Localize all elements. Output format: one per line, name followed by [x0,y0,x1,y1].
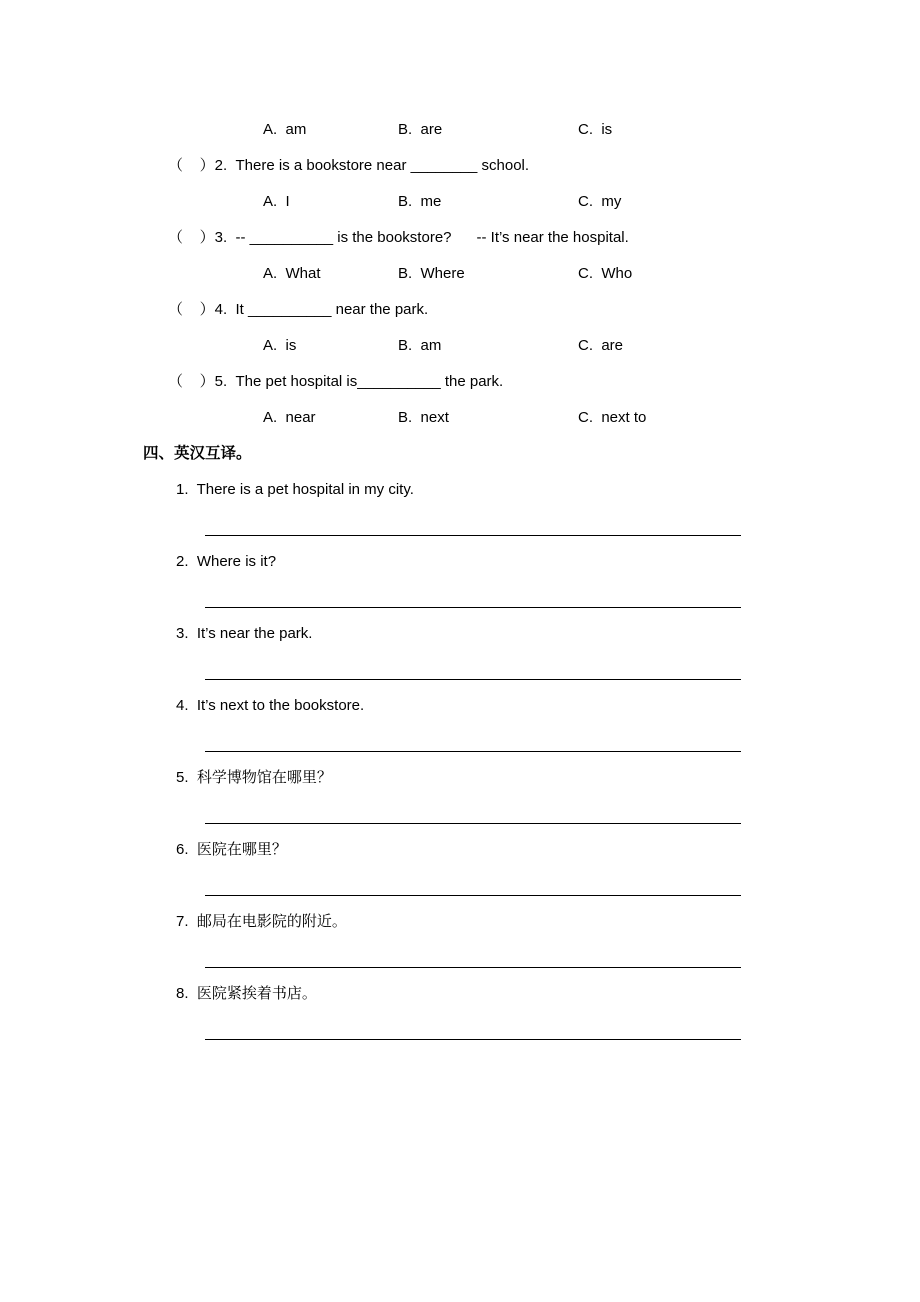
option-a: A. near [263,409,316,426]
answer-line [205,967,741,968]
translation-item [0,760,920,796]
answer-row [0,724,920,760]
translation-item-text: 2. Where is it? [176,553,277,570]
answer-row [0,580,920,616]
translation-item-text: 4. It’s next to the bookstore. [176,697,365,714]
answer-line [205,895,741,896]
translation-item-text: 7. 邮局在电影院的附近。 [176,913,347,930]
answer-line [205,1039,741,1040]
section-heading-text: 四、英汉互译。 [143,445,252,462]
translation-item-text: 3. It’s near the park. [176,625,313,642]
option-b: B. are [398,121,443,138]
option-a: A. I [263,193,290,210]
option-c: C. Who [578,265,633,282]
answer-row [0,652,920,688]
mc-question [0,148,920,184]
answer-line [205,535,741,536]
translation-item-text: 1. There is a pet hospital in my city. [176,481,414,498]
answer-row [0,940,920,976]
option-a: A. am [263,121,307,138]
translation-item-text: 5. 科学博物馆在哪里？ [176,769,332,786]
option-b: B. Where [398,265,465,282]
option-a: A. What [263,265,321,282]
mc-options-row [0,184,920,220]
answer-line [205,607,741,608]
answer-line [205,823,741,824]
option-c: C. my [578,193,622,210]
section-heading [0,436,920,472]
option-a: A. is [263,337,297,354]
option-c: C. next to [578,409,647,426]
option-b: B. next [398,409,449,426]
mc-options-row [0,400,920,436]
answer-line [205,679,741,680]
mc-question [0,220,920,256]
mc-options-row [0,112,920,148]
mc-question [0,364,920,400]
option-b: B. am [398,337,442,354]
translation-item [0,472,920,508]
option-c: C. is [578,121,613,138]
translation-item-text: 6. 医院在哪里？ [176,841,287,858]
mc-options-row [0,328,920,364]
translation-item [0,544,920,580]
mc-question-text: （ ）5. The pet hospital is__________ the park. [168,373,504,390]
translation-item-text: 8. 医院紧挨着书店。 [176,985,317,1002]
answer-row [0,868,920,904]
translation-item [0,976,920,1012]
answer-row [0,1012,920,1048]
answer-row [0,508,920,544]
mc-question-text: （ ）3. -- __________ is the bookstore? -- It’s near the hospital. [168,229,629,246]
mc-question [0,292,920,328]
option-c: C. are [578,337,624,354]
mc-question-text: （ ）2. There is a bookstore near ________ school. [168,157,530,174]
translation-item [0,832,920,868]
answer-row [0,796,920,832]
answer-line [205,751,741,752]
option-b: B. me [398,193,442,210]
translation-item [0,904,920,940]
translation-item [0,616,920,652]
translation-item [0,688,920,724]
mc-options-row [0,256,920,292]
mc-question-text: （ ）4. It __________ near the park. [168,301,429,318]
